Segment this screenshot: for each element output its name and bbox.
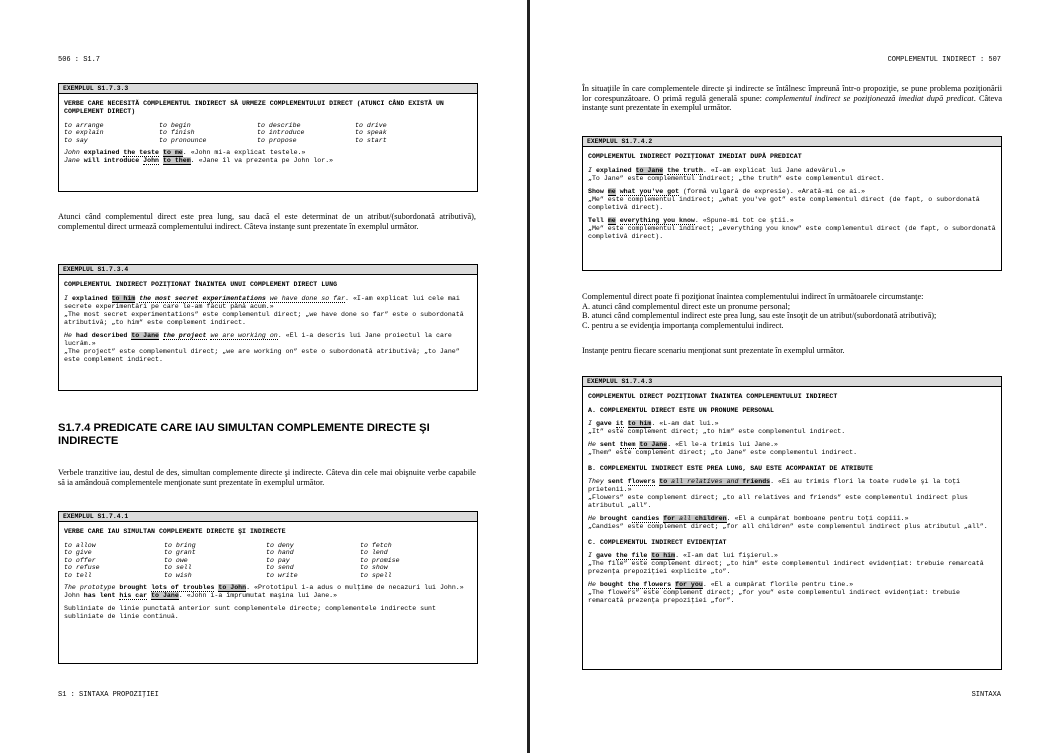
example-title: COMPLEMENTUL INDIRECT POZIŢIONAT ÎNAINTEA UNUI COMPLEMENT DIRECT LUNG	[64, 281, 338, 288]
example-note: „Me” este complementul indirect; „what you've got” este complementul direct (de fapt, o subordonată completivă direct).	[588, 196, 980, 211]
verb-item: to start	[355, 136, 387, 144]
verb-item: to explain	[64, 129, 104, 137]
example-subheading: B. COMPLEMENTUL INDIRECT ESTE PREA LUNG, SAU ESTE ACOMPANIAT DE ATRIBUTE	[588, 465, 873, 472]
example-sentence: They sent flowers to all relatives and friends. «Ei au trimis flori la toate rudele şi la toţi prietenii.»	[588, 478, 961, 493]
verb-item: to lend	[360, 549, 388, 557]
body-paragraph: Instanţe pentru fiecare scenariu menţionat sunt prezentate în exemplul următor.	[582, 346, 845, 355]
example-note: „It” este complement direct; „to him” este complementul indirect.	[588, 428, 846, 435]
verb-item: to finish	[159, 129, 195, 137]
example-sentence: He brought candies for all children. «El a cumpărat bomboane pentru toţi copiii.»	[588, 515, 909, 522]
example-box	[58, 83, 478, 192]
verb-item: to owe	[164, 556, 188, 564]
verb-item: to write	[266, 571, 298, 579]
verb-item: to pay	[266, 556, 290, 564]
verb-item: to allow	[64, 542, 96, 549]
verb-item: to wish	[164, 571, 192, 579]
running-footer: S1 : SINTAXA PROPOZIŢIEI	[58, 691, 159, 699]
verb-list	[64, 122, 472, 144]
running-footer: SINTAXA	[971, 691, 1001, 699]
example-note: „Them” este complement direct; „to Jane” este complementul indirect.	[588, 449, 858, 456]
verb-item: to deny	[266, 542, 294, 549]
example-label: EXEMPLUL S1.7.3.3	[59, 84, 477, 94]
example-label: EXEMPLUL S1.7.3.4	[59, 265, 477, 275]
example-sentence: He had described to Jane the project we are working on. «El i-a descris lui Jane proiectul la care lucrăm.»	[64, 332, 452, 347]
verb-item: to hand	[266, 549, 294, 557]
verb-item: to sell	[164, 564, 192, 572]
verb-item: to arrange	[64, 122, 104, 129]
body-paragraph: Atunci când complementul direct este prea lung, sau dacă el este determinat de un atribut/(subordonată atributivă), complementul direct urmează complementului indirect. Câteva instanţe sunt prezentate în exemplul următor.	[58, 212, 476, 231]
example-sentence: I gave it to him. «L-am dat lui.»	[588, 420, 719, 427]
example-note: „Me” este complementul indirect; „everything you know” este complementul direct (de fapt, o subordonată completivă direct).	[588, 225, 996, 240]
example-title: COMPLEMENTUL INDIRECT POZIŢIONAT IMEDIAT DUPĂ PREDICAT	[588, 153, 802, 160]
example-note: „Candies” este complement direct; „for all children” este complementul indirect plus atributul „all”.	[588, 523, 988, 530]
example-note: „The flowers” este complement direct; „for you” este complementul indirect evidenţiat: trebuie remarcată prezenţa prepoziţiei „for”.	[588, 589, 960, 604]
example-note: „The most secret experimentations” este complementul direct; „we have done so far” este o subordonată atributivă; „to him” este complement indirect.	[64, 311, 464, 326]
verb-item: to describe	[257, 122, 301, 129]
example-sentence: Tell me everything you know. «Spune-mi tot ce ştii.»	[588, 217, 794, 224]
verb-item: to fetch	[360, 542, 392, 549]
verb-item: to show	[360, 564, 388, 572]
verb-item: to offer	[64, 556, 96, 564]
verb-item: to refuse	[64, 564, 100, 572]
verb-item: to begin	[159, 122, 191, 129]
example-label: EXEMPLUL S1.7.4.3	[583, 377, 1001, 387]
verb-item: to introduce	[257, 129, 305, 137]
example-sentence: I explained to Jane the truth. «I-am explicat lui Jane adevărul.»	[588, 167, 846, 174]
body-paragraph: Complementul direct poate fi poziţionat înaintea complementului indirect în următoarele circumstanţe: A. atunci când complementul direct este un pronume personal; B. atunci când complementul indirect este prea lung, sau este însoţit de un atribut/(subordonată atributivă); C. pentru a se evidenţia importanţa complementului indirect.	[582, 292, 937, 330]
verb-item: to say	[64, 136, 88, 144]
body-paragraph: Verbele tranzitive iau, destul de des, simultan complemente directe şi indirecte. Câteva din cele mai obişnuite verbe capabile să ia amândouă complementele menţionate sunt prezentate în exemplul următor.	[58, 468, 476, 487]
verb-item: to speak	[355, 129, 387, 137]
example-label: EXEMPLUL S1.7.4.1	[59, 512, 477, 522]
example-box	[582, 136, 1002, 271]
example-box	[58, 264, 478, 391]
verb-item: to spell	[360, 571, 392, 579]
verb-list	[64, 542, 472, 579]
example-box	[58, 511, 478, 664]
left-page	[0, 0, 527, 753]
example-title: VERBE CARE IAU SIMULTAN COMPLEMENTE DIRECTE ŞI INDIRECTE	[64, 528, 286, 535]
right-page	[530, 0, 1057, 753]
example-note: „To Jane” este complementul indirect; „the truth” este complementul direct.	[588, 175, 885, 182]
example-title: COMPLEMENTUL DIRECT POZIŢIONAT ÎNAINTEA COMPLEMENTULUI INDIRECT	[588, 393, 838, 400]
example-subheading: A. COMPLEMENTUL DIRECT ESTE UN PRONUME PERSONAL	[588, 407, 774, 414]
verb-item: to bring	[164, 542, 196, 549]
example-subheading: C. COMPLEMENTUL INDIRECT EVIDENŢIAT	[588, 539, 727, 546]
example-title: VERBE CARE NECESITĂ COMPLEMENTUL INDIRECT SĂ URMEZE COMPLEMENTULUI DIRECT (ATUNCI CÂND EXISTĂ UN COMPLEMENT DIRECT)	[64, 100, 444, 115]
example-sentence: Show me what you've got (formă vulgară de expresie). «Arată-mi ce ai.»	[588, 188, 866, 195]
body-paragraph: În situaţiile în care complementele directe şi indirecte se întâlnesc împreună într-o propoziţie, se pune problema poziţionării lor corespunzătoare. O primă regulă generală spune: complementul indirect se poziţionează imediat după predicat. Câteva instanţe sunt prezentate în exemplul următor.	[582, 84, 1002, 112]
verb-item: to drive	[355, 122, 387, 129]
verb-item: to promise	[360, 556, 400, 564]
example-note: „The project” este complementul direct; „we are working on” este o subordonată atributivă; „to Jane” este complement indirect.	[64, 348, 460, 363]
example-sentence: I explained to him the most secret experimentations we have done so far. «I-am explicat lui cele mai secrete experimentări pe care le-am făcut până acum.»	[64, 295, 460, 310]
running-header: 506 : S1.7	[58, 56, 101, 64]
example-sentence: I gave the file to him. «I-am dat lui fişierul.»	[588, 552, 778, 559]
example-sentence: John has lent his car to Jane. «John i-a împrumutat maşina lui Jane.»	[64, 592, 338, 600]
verb-item: to give	[64, 549, 92, 557]
example-sentence: John explained the teste to me. «John mi-a explicat testele.»	[64, 149, 306, 157]
verb-item: to propose	[257, 136, 297, 144]
example-note: „Flowers” este complement direct; „to all relatives and friends” este complementul indirect plus atributul „all”.	[588, 494, 968, 509]
verb-item: to tell	[64, 571, 92, 579]
running-header: COMPLEMENTUL INDIRECT : 507	[887, 56, 1001, 64]
verb-item: to grant	[164, 549, 196, 557]
example-sentence: The prototype brought lots of troubles to John. «Prototipul i-a adus o mulţime de necazuri lui John.»	[64, 584, 464, 592]
example-sentence: He bought the flowers for you. «El a cumpărat florile pentru tine.»	[588, 581, 854, 588]
example-sentence: Jane will introduce John to them. «Jane îl va prezenta pe John lor.»	[64, 157, 334, 165]
example-note: „The file” este complement direct; „to him” este complementul indirect evidenţiat: trebuie remarcată prezenţa prepoziţiei explicite „to”.	[588, 560, 984, 575]
verb-item: to send	[266, 564, 294, 572]
example-label: EXEMPLUL S1.7.4.2	[583, 137, 1001, 147]
example-sentence: He sent them to Jane. «El le-a trimis lui Jane.»	[588, 441, 778, 448]
example-box	[582, 376, 1002, 670]
example-note: Subliniate de linie punctată anterior sunt complementele directe; complementele indirecte sunt subliniate de linie continuă.	[64, 605, 436, 621]
verb-item: to pronounce	[159, 136, 207, 144]
section-title: S1.7.4 PREDICATE CARE IAU SIMULTAN COMPLEMENTE DIRECTE ŞI INDIRECTE	[58, 422, 430, 447]
